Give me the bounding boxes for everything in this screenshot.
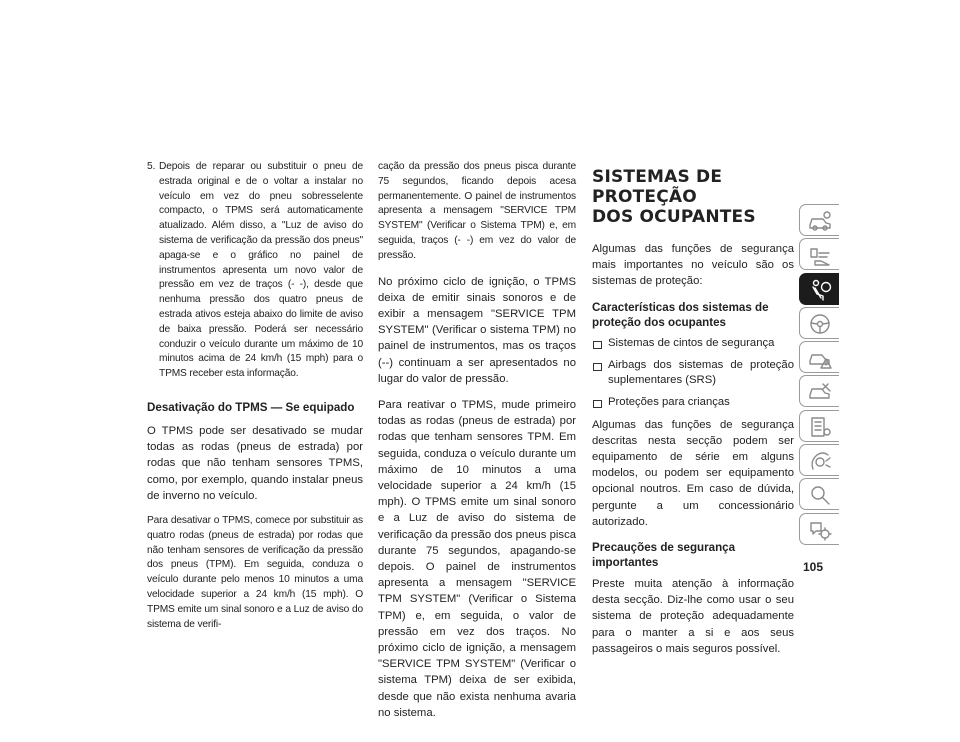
- checkbox-square-icon: [593, 400, 602, 408]
- column-left: [147, 160, 363, 642]
- numbered-item-5: [147, 160, 363, 390]
- bullet-text: Sistemas de cintos de segurança: [608, 336, 775, 349]
- tab-languages[interactable]: [799, 513, 839, 545]
- paragraph: Para reativar o TPMS, mude primeiro todas as rodas (pneus de estrada) por rodas que tenham sensores TPM. Em seguida, conduza o veículo durante um máximo de 10 minutos a uma velocidade superior a 24 km/h (15 mph). O TPMS emite um sinal sonoro e a Luz de aviso do sistema de verificação da pressão dos pneus pisca durante 75 segundos, apagando-se depois. O painel de instrumentos apresenta a mensagem "SERVICE TPM SYSTEM" (Verificar o Sistema TPM) e, em seguida, o valor de pressão em vez dos traços. No próximo ciclo de ignição, a mensagem "SERVICE TPM SYSTEM" (Verificar o sistema TPM) deixa de ser exibida, desde que não exista nenhuma avaria no sistema.: [378, 399, 576, 719]
- bullet-text: Airbags dos sistemas de proteção suplementares (SRS): [608, 358, 794, 386]
- specifications-list-icon: [807, 415, 833, 439]
- paragraph: cação da pressão dos pneus pisca durante 75 segundos, ficando depois acesa permanentemente. O painel de instrumentos apresenta a mensagem "SERVICE TPM SYSTEM" (Verificar o Sistema TPM) e, em seguida, traços (- -) em vez do valor de pressão.: [378, 161, 576, 261]
- tab-safety[interactable]: [799, 273, 839, 305]
- tab-car-info[interactable]: [799, 204, 839, 236]
- paragraph: Algumas das funções de segurança descritas nesta secção podem ser equipamento de série em alguns modelos, ou podem ser equipamento opcional noutros. Em caso de dúvida, pergunte a um concessionário autorizado.: [592, 418, 794, 528]
- chapter-title-line-2: DOS OCUPANTES: [592, 207, 756, 227]
- tab-specifications[interactable]: [799, 410, 839, 442]
- checkbox-square-icon: [593, 341, 602, 349]
- section-heading-precautions: Precauções de segurança importantes: [592, 541, 736, 570]
- airbag-safety-icon: [807, 278, 833, 302]
- paragraph: Preste muita atenção à informação desta secção. Diz-lhe como usar o seu sistema de proteção adequadamente para o manter a si e aos seus passageiros o mais seguros possível.: [592, 578, 794, 655]
- dashboard-lights-icon: [807, 243, 833, 267]
- tab-emergency[interactable]: [799, 341, 839, 373]
- bullet-item: [592, 336, 794, 351]
- bullet-item: [592, 358, 794, 388]
- page-number: 105: [803, 560, 824, 574]
- car-info-icon: [807, 209, 833, 233]
- paragraph: No próximo ciclo de ignição, o TPMS deixa de emitir sinais sonoros e de exibir a mensagem "SERVICE TPM SYSTEM" (Verificar o sistema TPM) no painel de instrumentos, mas os traços (--) continuam a ser apresentados no lugar do valor de pressão.: [378, 275, 576, 385]
- chapter-title: [592, 167, 794, 227]
- bullet-text: Proteções para crianças: [608, 395, 730, 408]
- car-warning-icon: [807, 346, 833, 370]
- tab-dashboard-lights[interactable]: [799, 238, 839, 270]
- tab-multimedia[interactable]: [799, 444, 839, 476]
- language-settings-icon: [807, 518, 833, 542]
- multimedia-icon: [807, 449, 833, 473]
- paragraph: Para desativar o TPMS, comece por substituir as quatro rodas (pneus de estrada) por rodas que não tenham sensores de verificação da pressão dos pneus (TPM). Em seguida, conduza o veículo durante pelo menos 10 minutos a uma velocidade superior a 24 km/h (15 mph). O TPMS emite um sinal sonoro e a Luz de aviso do sistema de verifi-: [147, 514, 363, 630]
- tab-index[interactable]: [799, 478, 839, 510]
- section-heading-features: Características dos sistemas de proteção dos ocupantes: [592, 300, 769, 329]
- intro-paragraph: Algumas das funções de segurança mais importantes no veículo são os sistemas de proteção:: [592, 243, 794, 288]
- tab-service[interactable]: [799, 375, 839, 407]
- car-service-icon: [807, 380, 833, 404]
- steering-wheel-icon: [807, 312, 833, 336]
- chapter-title-line-1: SISTEMAS DE PROTEÇÃO: [592, 167, 723, 207]
- bullet-item: [592, 395, 794, 410]
- item-text: Depois de reparar ou substituir o pneu de estrada original e de o voltar a instalar no veículo em vez do pneu sobresselente compacto, o TPMS será automaticamente atualizado. Além disso, a "Luz de aviso do sistema de verificação da pressão dos pneus" apaga-se e o gráfico no painel de instrumentos apresenta um novo valor de pressão em vez de traços (- -), desde que nenhuma pressão dos quatro pneus de estrada ativos esteja abaixo do limite de aviso de baixa pressão. Poderá ser necessário conduzir o veículo durante um máximo de 10 minutos acima de 24 km/h (15 mph) para o TPMS receber esta informação.: [159, 161, 363, 380]
- search-index-icon: [807, 483, 833, 507]
- column-middle: [378, 160, 576, 731]
- paragraph: O TPMS pode ser desativado se mudar todas as rodas (pneus de estrada) por rodas que não tenham sensores TPMS, como, por exemplo, quando instalar pneus de inverno no veículo.: [147, 424, 363, 502]
- checkbox-square-icon: [593, 363, 602, 371]
- section-heading-tpms-deactivation: Desativação do TPMS — Se equipado: [147, 400, 355, 414]
- item-number: 5.: [147, 161, 156, 172]
- tab-steering[interactable]: [799, 307, 839, 339]
- column-right: [592, 160, 794, 667]
- chapter-tabs: [799, 204, 841, 547]
